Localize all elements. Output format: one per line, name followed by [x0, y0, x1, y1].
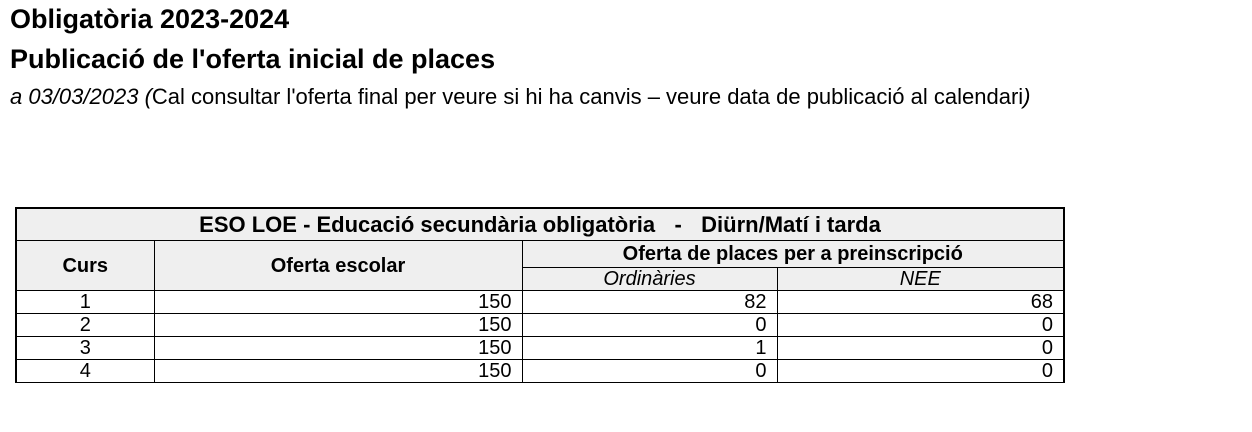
table-title-shift: Diürn/Matí i tarda — [701, 211, 881, 237]
cell-ordinaries: 1 — [522, 337, 777, 360]
cell-ordinaries: 82 — [522, 291, 777, 314]
table-title-separator: - — [674, 211, 682, 237]
document-subtitle: Publicació de l'oferta inicial de places — [10, 44, 496, 74]
cell-nee: 0 — [777, 360, 1064, 383]
table-title-row — [16, 208, 1064, 241]
table-row — [16, 314, 1064, 337]
table-row — [16, 360, 1064, 383]
cell-curs: 2 — [16, 314, 154, 337]
table-title — [16, 208, 1064, 241]
column-group-header-preinscripcio: Oferta de places per a preinscripció — [522, 241, 1064, 268]
column-header-oferta-escolar: Oferta escolar — [154, 241, 522, 291]
column-header-ordinaries: Ordinàries — [522, 268, 777, 291]
table-header-row — [16, 241, 1064, 268]
cell-nee: 68 — [777, 291, 1064, 314]
table-title-program: ESO LOE - Educació secundària obligatòria — [199, 211, 656, 237]
cell-oferta-escolar: 150 — [154, 314, 522, 337]
cell-ordinaries: 0 — [522, 360, 777, 383]
publication-note — [10, 84, 1031, 110]
cell-curs: 1 — [16, 291, 154, 314]
column-header-nee: NEE — [777, 268, 1064, 291]
note-open-paren: ( — [138, 84, 152, 109]
table-row — [16, 337, 1064, 360]
cell-curs: 3 — [16, 337, 154, 360]
cell-curs: 4 — [16, 360, 154, 383]
document-title: Obligatòria 2023-2024 — [10, 4, 290, 34]
cell-oferta-escolar: 150 — [154, 337, 522, 360]
cell-oferta-escolar: 150 — [154, 291, 522, 314]
table-row — [16, 291, 1064, 314]
places-offer-table — [15, 207, 1065, 383]
note-close-paren: ) — [1023, 84, 1031, 109]
cell-nee: 0 — [777, 314, 1064, 337]
publication-note-text: Cal consultar l'oferta final per veure si hi ha canvis – veure data de publicació al calendari — [151, 84, 1024, 109]
cell-nee: 0 — [777, 337, 1064, 360]
column-header-curs: Curs — [16, 241, 154, 291]
cell-ordinaries: 0 — [522, 314, 777, 337]
cell-oferta-escolar: 150 — [154, 360, 522, 383]
publication-date: a 03/03/2023 — [10, 84, 139, 109]
